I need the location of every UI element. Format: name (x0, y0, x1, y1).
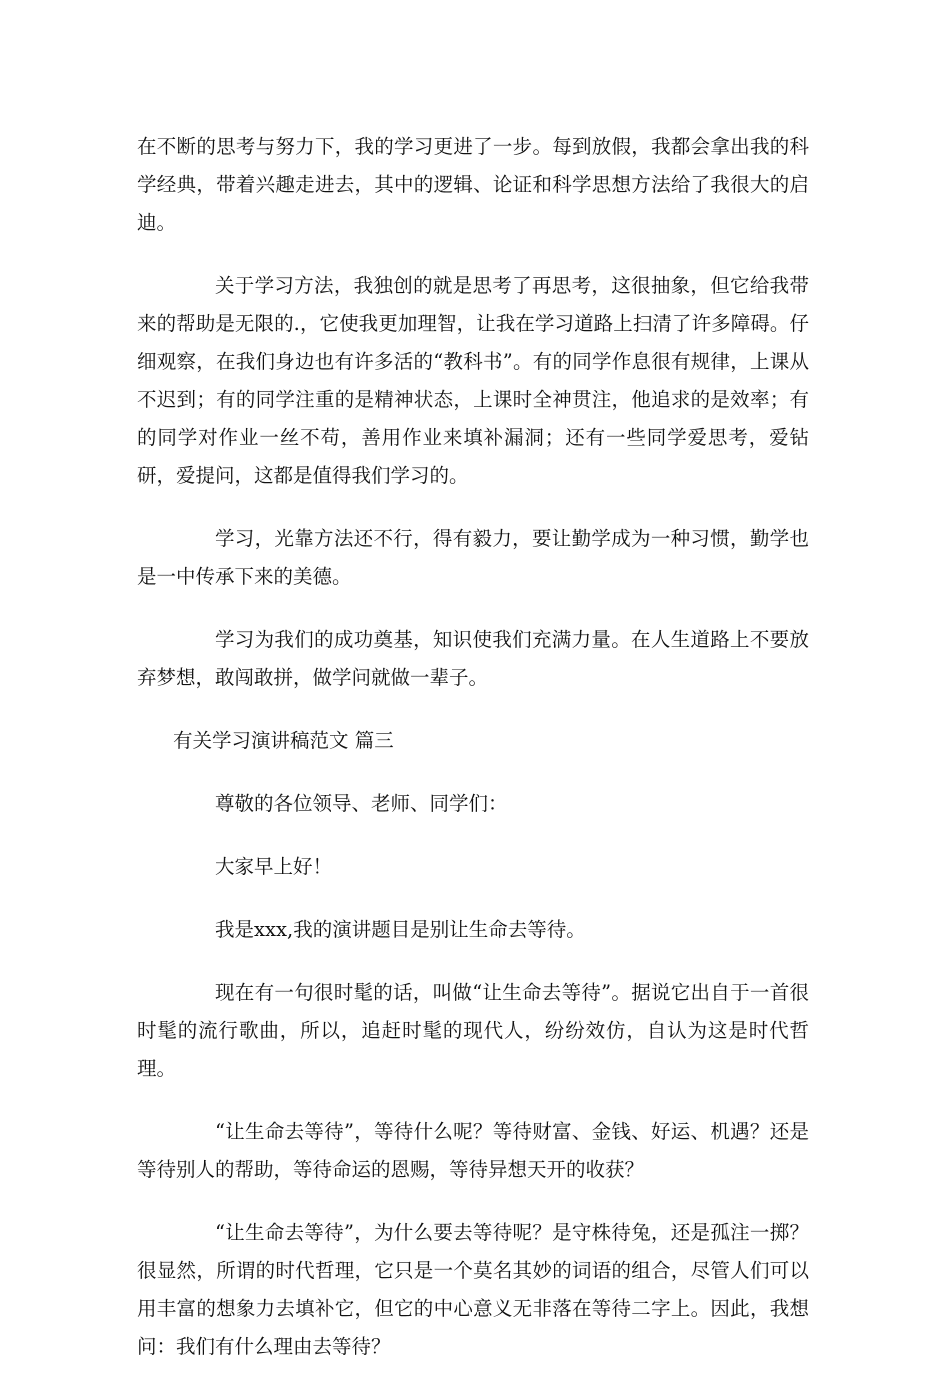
paragraph-10: “让生命去等待”，为什么要去等待呢？是守株待兔，还是孤注一掷？很显然，所谓的时代哲理，它只是一个莫名其妙的词语的组合，尽管人们可以用丰富的想象力去填补它，但它的中心意义无非落在等待二字上。因此，我想问：我们有什么理由去等待？ (137, 1221, 809, 1358)
paragraph-greeting: 大家早上好！ (215, 855, 333, 878)
paragraph-9: “让生命去等待”，等待什么呢？等待财富、金钱、好运、机遇？还是等待别人的帮助，等待命运的恩赐，等待异想天开的收获？ (137, 1120, 809, 1181)
paragraph-3: 学习，光靠方法还不行，得有毅力，要让勤学成为一种习惯，勤学也是一中传承下来的美德。 (137, 527, 809, 588)
section-heading: 有关学习演讲稿范文 篇三 (173, 729, 394, 752)
paragraph-4: 学习为我们的成功奠基，知识使我们充满力量。在人生道路上不要放弃梦想，敢闯敢拼，做学问就做一辈子。 (137, 628, 809, 689)
paragraph-2: 关于学习方法，我独创的就是思考了再思考，这很抽象，但它给我带来的帮助是无限的.，它使我更加理智，让我在学习道路上扫清了许多障碍。仔细观察，在我们身边也有许多活的“教科书”。有的同学作息很有规律，上课从不迟到；有的同学注重的是精神状态，上课时全神贯注，他追求的是效率；有的同学对作业一丝不苟，善用作业来填补漏洞；还有一些同学爱思考，爱钻研，爱提问，这都是值得我们学习的。 (137, 274, 809, 487)
paragraph-8: 现在有一句很时髦的话，叫做“让生命去等待”。据说它出自于一首很时髦的流行歌曲，所以，追赶时髦的现代人，纷纷效仿，自认为这是时代哲理。 (137, 981, 809, 1080)
paragraph-1: 在不断的思考与努力下，我的学习更进了一步。每到放假，我都会拿出我的科学经典，带着兴趣走进去，其中的逻辑、论证和科学思想方法给了我很大的启迪。 (137, 135, 809, 234)
paragraph-intro: 我是xxx,我的演讲题目是别让生命去等待。 (215, 918, 586, 941)
document-body (137, 128, 809, 1391)
paragraph-salutation: 尊敬的各位领导、老师、同学们： (215, 792, 508, 815)
